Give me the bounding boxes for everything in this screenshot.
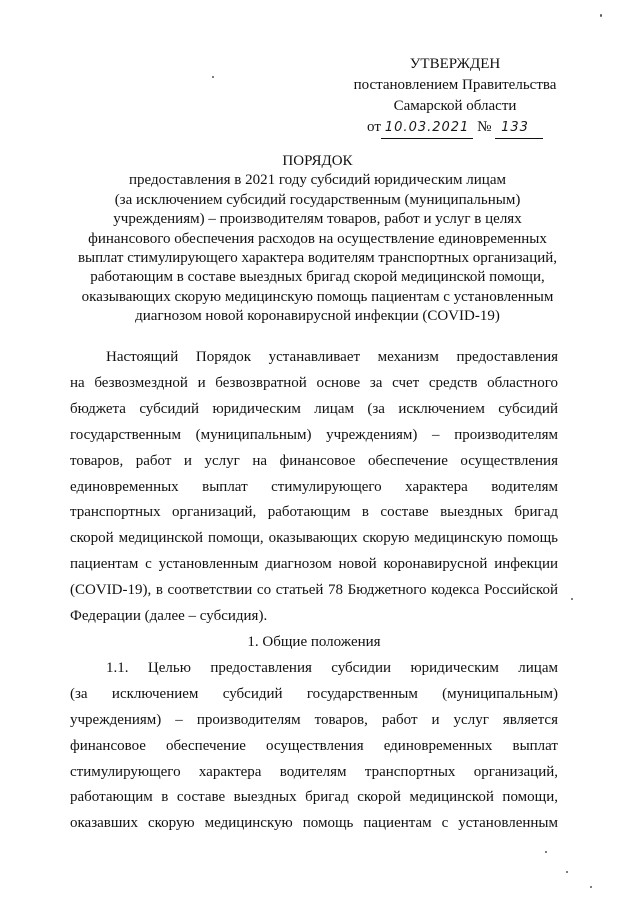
scan-speck: [545, 851, 547, 853]
document-title-block: [60, 152, 575, 327]
scan-speck: [571, 598, 573, 600]
scan-speck: [212, 76, 214, 78]
approval-region-line: Самарской области: [393, 98, 517, 114]
title-line: диагнозом новой коронавирусной инфекции (COVID-19): [135, 308, 500, 325]
title-line: (за исключением субсидий государственным (муниципальным): [114, 191, 521, 208]
paragraph-line: (за исключением субсидий государственным (муниципальным): [70, 685, 558, 702]
scan-speck: [590, 886, 592, 888]
intro-paragraph: [70, 345, 558, 630]
scan-speck: [600, 14, 602, 17]
paragraph-line: пациентам с установленным диагнозом новой коронавирусной инфекции: [70, 556, 558, 573]
title-line: финансового обеспечения расходов на осуществление единовременных: [88, 230, 547, 247]
section1-paragraph: [70, 656, 558, 837]
approval-stamp-block: [330, 54, 580, 139]
paragraph-line: финансовое обеспечение осуществления единовременных выплат: [70, 737, 558, 754]
section-heading: 1. Общие положения: [247, 633, 381, 650]
title-line: предоставления в 2021 году субсидий юридическим лицам: [129, 172, 506, 189]
document-heading: ПОРЯДОК: [282, 153, 353, 169]
paragraph-line: бюджета субсидий юридическим лицам (за исключением субсидий: [70, 400, 558, 417]
title-line: оказывающих скорую медицинскую помощь пациентам с установленным: [81, 288, 554, 305]
paragraph-line: (COVID-19), в соответствии со статьей 78 Бюджетного кодекса Российской: [70, 582, 558, 599]
number-prefix: №: [477, 119, 492, 135]
handwritten-date: 10.03.2021: [381, 117, 473, 139]
date-prefix: от: [367, 119, 381, 135]
paragraph-line: работающим в составе выездных бригад скорой медицинской помощи,: [70, 789, 558, 806]
paragraph-line: государственным (муниципальным) учреждениям) – производителям: [70, 426, 558, 443]
paragraph-line: товаров, работ и услуг на финансовое обеспечение осуществления: [70, 452, 558, 469]
approval-issuer-line: постановлением Правительства: [353, 77, 557, 93]
document-body: [70, 345, 558, 837]
title-line: учреждениям) – производителям товаров, работ и услуг в целях: [113, 211, 522, 228]
handwritten-number: 133: [495, 117, 543, 139]
scan-speck: [566, 871, 568, 873]
title-line: работающим в составе выездных бригад скорой медицинской помощи,: [90, 269, 545, 286]
paragraph-line: Настоящий Порядок устанавливает механизм предоставления: [106, 349, 558, 365]
title-line: выплат стимулирующего характера водителям транспортных организаций,: [77, 250, 558, 267]
paragraph-line: единовременных выплат стимулирующего характера водителям: [70, 478, 558, 495]
paragraph-line: 1.1. Целью предоставления субсидии юридическим лицам: [106, 659, 558, 676]
approval-heading: УТВЕРЖДЕН: [409, 56, 501, 72]
paragraph-line: оказавших скорую медицинскую помощь пациентам с установленным: [70, 815, 558, 832]
approval-date-number-line: [330, 117, 580, 139]
paragraph-line: на безвозмездной и безвозвратной основе за счет средств областного: [70, 374, 558, 391]
paragraph-line: Федерации (далее – субсидия).: [70, 608, 268, 625]
paragraph-line: стимулирующего характера водителям транспортных организаций,: [70, 763, 558, 780]
paragraph-line: учреждениям) – производителям товаров, работ и услуг является: [70, 711, 558, 728]
paragraph-line: транспортных организаций, работающим в составе выездных бригад: [70, 504, 558, 521]
paragraph-line: скорой медицинской помощи, оказывающих скорую медицинскую помощь: [70, 530, 558, 547]
